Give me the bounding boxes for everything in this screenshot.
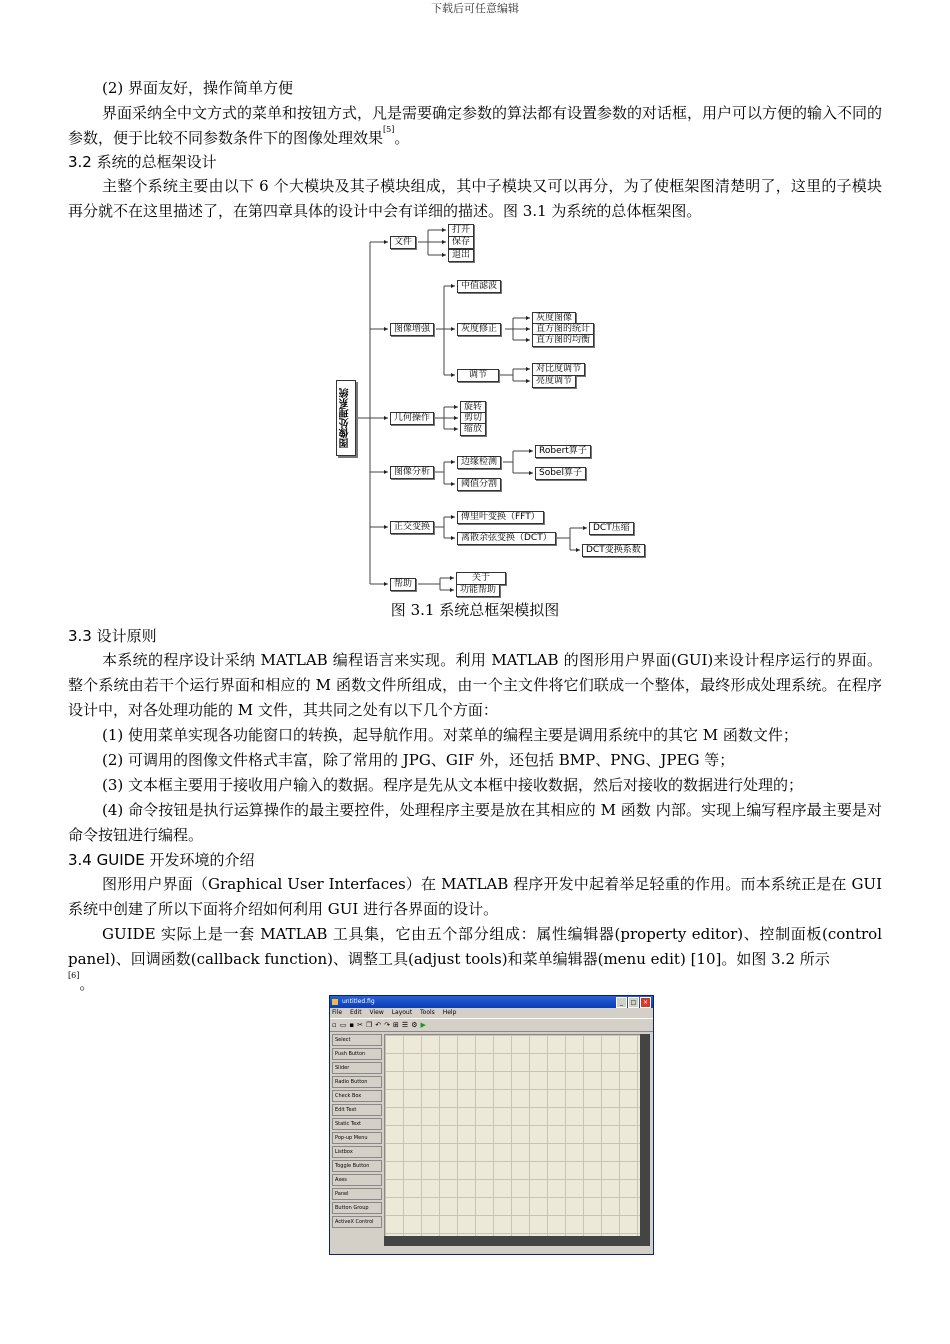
node-open: 打开 xyxy=(448,224,474,237)
palette-push-button[interactable]: Push Button xyxy=(332,1048,382,1060)
palette-panel[interactable]: Panel xyxy=(332,1188,382,1200)
node-robert: Robert算子 xyxy=(535,445,591,458)
para-design: 本系统的程序设计采纳 MATLAB 编程语言来实现。利用 MATLAB 的图形用户界面(GUI)来设计程序运行的界面。整个系统由若干个运行界面和相应的 M 函数文件所组成，由一个主文件将它们联成一个整体，最终形成处理系统。在程序设计中，对各处理功能的 M 文件，其共同之处有以下几个方面： xyxy=(68,651,882,719)
menu-help[interactable]: Help xyxy=(442,1009,457,1016)
align-icon[interactable]: ⊞ xyxy=(393,1021,399,1029)
node-save: 保存 xyxy=(448,236,474,249)
list-item-1: (1) 使用菜单实现各功能窗口的转换，起导航作用。对菜单的编程主要是调用系统中的其它 M 函数文件； xyxy=(102,726,798,744)
copy-icon[interactable]: ❐ xyxy=(366,1021,373,1029)
para-end: 。 xyxy=(394,129,410,147)
minimize-icon[interactable]: _ xyxy=(616,997,627,1008)
guide-toolbar xyxy=(330,1018,653,1032)
list-item-3: (3) 文本框主要用于接收用户输入的数据。程序是先从文本框中接收数据，然后对接收的数据进行处理的； xyxy=(102,776,804,794)
page-header: 下载后可任意编辑 xyxy=(431,2,519,15)
node-thresh: 阈值分割 xyxy=(457,478,501,491)
close-icon[interactable]: × xyxy=(640,997,651,1008)
palette-edit-text[interactable]: Edit Text xyxy=(332,1104,382,1116)
node-contrast: 对比度调节 xyxy=(532,363,585,376)
vertical-scrollbar[interactable] xyxy=(640,1034,650,1238)
node-file: 文件 xyxy=(390,236,416,249)
menu-edit[interactable]: Edit xyxy=(349,1009,362,1016)
menu-editor-icon[interactable]: ☰ xyxy=(401,1021,409,1029)
figure-caption-3-1: 图 3.1 系统总框架模拟图 xyxy=(390,601,560,619)
para-ui-friendly: (2) 界面友好，操作简单方便 xyxy=(102,79,294,97)
guide-window-figure xyxy=(329,995,654,1255)
maximize-icon[interactable]: □ xyxy=(628,997,639,1008)
node-funchelp: 功能帮助 xyxy=(456,584,500,597)
para-framework: 主整个系统主要由以下 6 个大模块及其子模块组成，其中子模块又可以再分，为了使框架图清楚明了，这里的子模块再分就不在这里描述了，在第四章具体的设计中会有详细的描述。图 3.1 为系统的总体框架图。 xyxy=(68,177,882,220)
heading-3-3: 3.3 设计原则 xyxy=(68,627,157,645)
run-icon[interactable]: ▶ xyxy=(420,1021,426,1029)
list-item-4: (4) 命令按钮是执行运算操作的最主要控件，处理程序主要是放在其相应的 M 函数 内部。实现上编写程序最主要是对命令按钮进行编程。 xyxy=(68,801,882,844)
node-dctcoef: DCT变换系数 xyxy=(582,544,645,557)
open-icon[interactable]: ▭ xyxy=(339,1021,347,1029)
node-sobel: Sobel算子 xyxy=(535,467,586,480)
list-item-2: (2) 可调用的图像文件格式丰富，除了常用的 JPG、GIF 外，还包括 BMP、PNG、JPEG 等； xyxy=(102,751,735,769)
node-dct: 离散余弦变换（DCT） xyxy=(457,532,556,545)
node-dctcomp: DCT压缩 xyxy=(589,522,634,535)
citation-5: [5] xyxy=(383,125,395,134)
para-ui-desc-text: 界面采纳全中文方式的菜单和按钮方式，凡是需要确定参数的算法都有设置参数的对话框，用户可以方便的输入不同的参数，便于比较不同参数条件下的图像处理效果 xyxy=(68,104,883,147)
layout-grid-canvas[interactable] xyxy=(384,1034,642,1238)
guide-titlebar xyxy=(330,996,653,1008)
heading-3-2: 3.2 系统的总框架设计 xyxy=(68,153,217,171)
node-histeq: 直方图的均衡 xyxy=(532,334,594,347)
new-icon[interactable]: ▫ xyxy=(332,1021,337,1029)
redo-icon[interactable]: ↷ xyxy=(384,1021,391,1029)
node-median: 中值滤波 xyxy=(457,280,501,293)
node-histstat: 直方图的统计 xyxy=(532,323,594,336)
palette-select[interactable]: Select xyxy=(332,1034,382,1046)
horizontal-scrollbar[interactable] xyxy=(384,1236,650,1246)
citation-6: [6] xyxy=(68,971,80,980)
node-scale: 缩放 xyxy=(460,423,486,436)
node-bright: 亮度调节 xyxy=(532,375,576,388)
palette-check-box[interactable]: Check Box xyxy=(332,1090,382,1102)
palette-button-group[interactable]: Button Group xyxy=(332,1202,382,1214)
undo-icon[interactable]: ↶ xyxy=(375,1021,382,1029)
node-exit: 退出 xyxy=(448,249,474,262)
heading-3-4: 3.4 GUIDE 开发环境的介绍 xyxy=(68,851,255,869)
menu-file[interactable]: File xyxy=(332,1009,343,1016)
inspector-icon[interactable]: ⚙ xyxy=(411,1021,418,1029)
node-crop: 剪切 xyxy=(460,412,486,425)
node-edge: 边缘检测 xyxy=(457,456,501,469)
node-geo: 几何操作 xyxy=(390,412,434,425)
node-about: 关于 xyxy=(456,572,506,585)
palette-listbox[interactable]: Listbox xyxy=(332,1146,382,1158)
palette-static-text[interactable]: Static Text xyxy=(332,1118,382,1130)
node-enhance: 图像增强 xyxy=(390,323,434,336)
node-rotate: 旋转 xyxy=(460,401,486,414)
diagram-root-box xyxy=(336,380,356,456)
menu-tools[interactable]: Tools xyxy=(420,1009,435,1016)
palette-activex-control[interactable]: ActiveX Control xyxy=(332,1216,382,1228)
para-end: 。 xyxy=(79,975,95,993)
matlab-icon xyxy=(332,999,338,1005)
palette-radio-button[interactable]: Radio Button xyxy=(332,1076,382,1088)
diagram-root-label: 图像处理系统 xyxy=(340,388,351,448)
para-guide-text: GUIDE 实际上是一套 MATLAB 工具集，它由五个部分组成：属性编辑器(property editor)、控制面板(control panel)、回调函数(callback function)、调整工具(adjust tools)和菜单编辑器(menu edit) [10]。如图 3.2 所示 xyxy=(68,925,882,968)
para-guide xyxy=(68,922,882,997)
para-ui-desc xyxy=(68,101,882,151)
node-ortho: 正交变换 xyxy=(390,521,434,534)
guide-menubar xyxy=(330,1008,653,1018)
palette-toggle-button[interactable]: Toggle Button xyxy=(332,1160,382,1172)
guide-title: untitled.fig xyxy=(342,998,375,1005)
menu-layout[interactable]: Layout xyxy=(391,1009,413,1016)
menu-view[interactable]: View xyxy=(369,1009,384,1016)
palette-popup-menu[interactable]: Pop-up Menu xyxy=(332,1132,382,1144)
component-palette xyxy=(332,1034,382,1230)
para-gui: 图形用户界面（Graphical User Interfaces）在 MATLAB 程序开发中起着举足轻重的作用。而本系统正是在 GUI 系统中创建了所以下面将介绍如何利用 GUI 进行各界面的设计。 xyxy=(68,875,882,918)
node-gray: 灰度修正 xyxy=(457,323,501,336)
palette-slider[interactable]: Slider xyxy=(332,1062,382,1074)
node-grayimg: 灰度图像 xyxy=(532,312,576,325)
node-fft: 傅里叶变换（FFT） xyxy=(457,511,544,524)
node-adjust: 调节 xyxy=(457,369,499,382)
palette-axes[interactable]: Axes xyxy=(332,1174,382,1186)
node-analysis: 图像分析 xyxy=(390,466,434,479)
node-help: 帮助 xyxy=(390,578,416,591)
save-icon[interactable]: ▪ xyxy=(349,1021,355,1029)
cut-icon[interactable]: ✂ xyxy=(357,1021,363,1029)
